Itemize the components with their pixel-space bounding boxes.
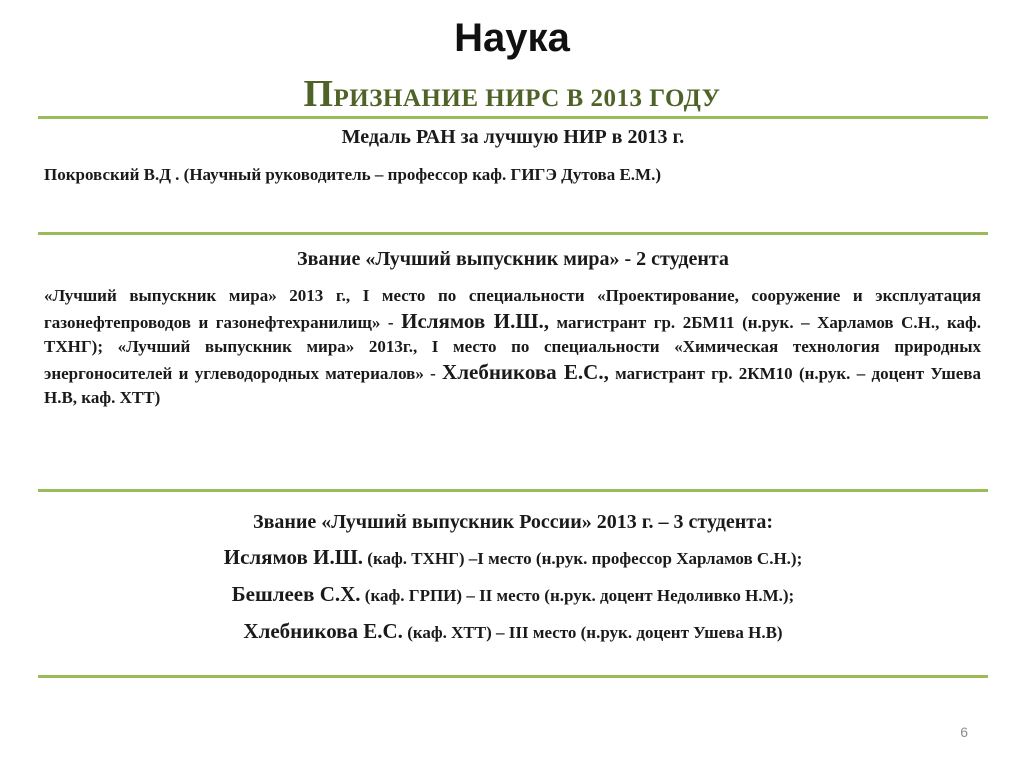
subtitle-rest: РИЗНАНИЕ НИРС В 2013 ГОДУ <box>333 85 721 112</box>
world-text-part-2: магистрант гр. 2БМ11 (н.рук. – Харламов С.Н., каф. ТХНГ); «Лучший выпускник мира» 2013г., I место по специальности «Химическая технология природных энергоносителей и углеводородных материалов» - <box>44 312 982 383</box>
russia-graduate-row <box>38 580 988 610</box>
student-name-islyamov: Ислямов И.Ш., <box>401 308 549 333</box>
russia-graduate-detail: (каф. ХТТ) – III место (н.рук. доцент Ушева Н.В) <box>402 623 783 642</box>
section-russia-graduate-heading: Звание «Лучший выпускник России» 2013 г. – 3 студента: <box>253 511 773 533</box>
russia-graduate-row <box>38 617 988 647</box>
russia-graduate-row <box>38 543 988 573</box>
section-world-graduate-text <box>44 284 981 411</box>
russia-graduate-detail: (каф. ГРПИ) – II место (н.рук. доцент Недоливко Н.М.); <box>360 586 795 605</box>
divider-top <box>38 116 988 119</box>
divider-1 <box>38 232 988 235</box>
page-number: 6 <box>960 724 968 740</box>
divider-bottom <box>38 675 988 678</box>
russia-graduate-name: Ислямов И.Ш. <box>223 545 364 569</box>
subtitle-initial: П <box>303 73 334 115</box>
slide-title: Наука <box>454 16 570 60</box>
section-world-graduate-heading: Звание «Лучший выпускник мира» - 2 студента <box>297 248 729 270</box>
slide-subtitle <box>0 74 1024 119</box>
world-text-part-1: «Лучший выпускник мира» 2013 г., I место по специальности «Проектирование, сооружение и эксплуатация газонефтепроводов и газонефтехранилищ» - <box>44 286 981 332</box>
world-text-part-3: магистрант гр. 2КМ10 (н.рук. – доцент Ушева Н.В, каф. ХТТ) <box>44 363 981 407</box>
russia-graduate-name: Бешлеев С.Х. <box>231 582 361 606</box>
russia-graduate-name: Хлебникова Е.С. <box>243 619 403 643</box>
russia-graduate-detail: (каф. ТХНГ) –I место (н.рук. профессор Харламов С.Н.); <box>363 549 803 568</box>
divider-2 <box>38 489 988 492</box>
section-ran-medal-heading: Медаль РАН за лучшую НИР в 2013 г. <box>341 126 685 148</box>
student-name-khlebnikova: Хлебникова Е.С., <box>442 359 609 384</box>
section-ran-medal-text: Покровский В.Д . (Научный руководитель – профессор каф. ГИГЭ Дутова Е.М.) <box>44 165 662 184</box>
